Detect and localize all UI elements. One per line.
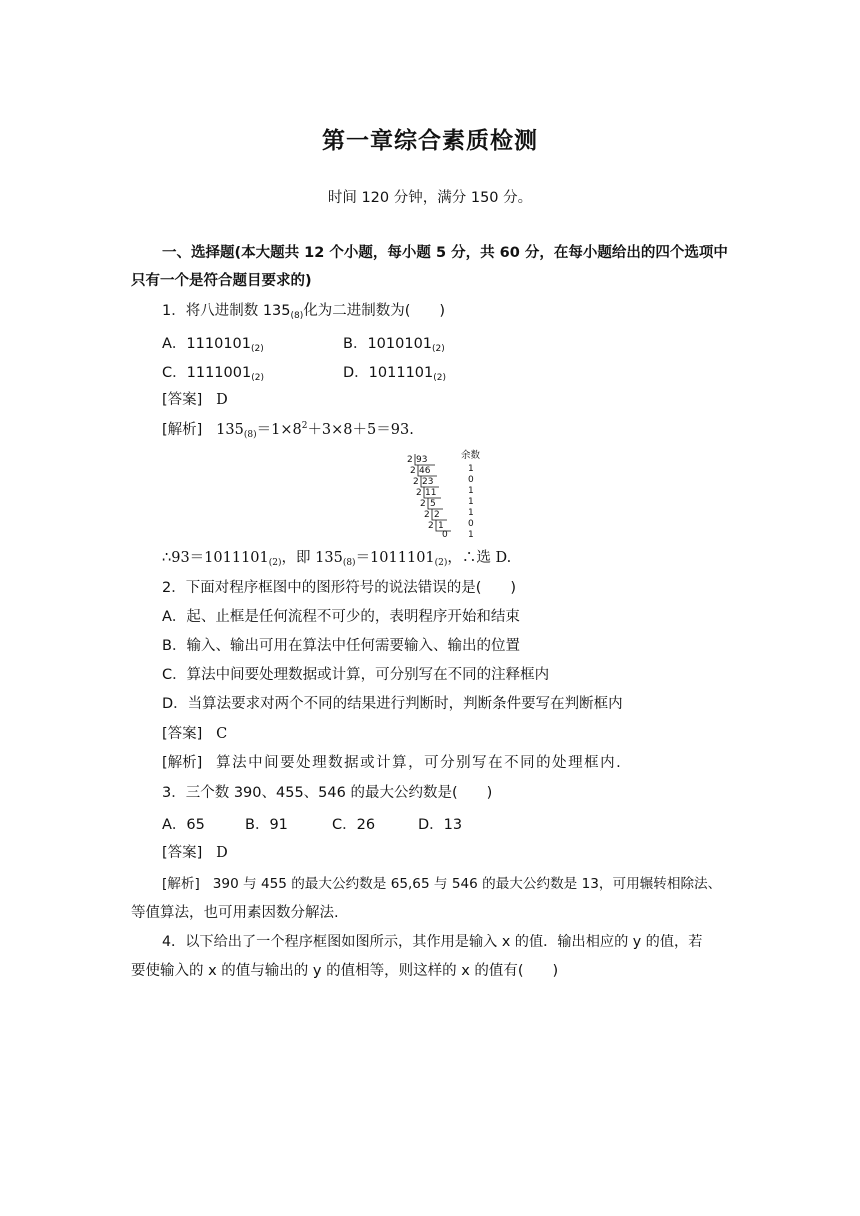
dividend: 11 [425,488,437,498]
question-3-stem: 3．三个数 390、455、546 的最大公约数是( ) [162,785,493,801]
q3-analysis-line-2: 等值算法，也可用素因数分解法. [131,905,339,921]
divisor: 2 [410,466,416,476]
q2-option-d: D．当算法要求对两个不同的结果进行判断时，判断条件要写在判断框内 [162,696,623,712]
answer-tag: [答案] [162,845,203,861]
question-4-stem-line-1: 4．以下给出了一个程序框图如图所示，其作用是输入 x 的值．输出相应的 y 的值，若 [162,934,703,950]
q1-analysis: [解析] $135_{(8)}=1\times 8^2+3\times 8+5=93$. [162,421,414,440]
q1-option-b: B．$1010101_{(2)}$ [343,336,445,354]
divisor: 2 [413,477,419,487]
remainder: 1 [468,530,474,538]
question-2-stem: 2．下面对程序框图中的图形符号的说法错误的是( ) [162,580,517,596]
q1-stem-text-2: 化为二进制数为( ) [303,303,446,319]
question-4-stem-line-2: 要使输入的 x 的值与输出的 y 的值相等，则这样的 x 的值有( ) [131,963,559,979]
divisor: 2 [428,521,434,531]
short-division-diagram [395,446,505,538]
analysis-tag: [解析] [162,876,200,892]
divisor: 2 [420,499,426,509]
section-heading-line-2: 只有一个是符合题目要求的) [131,273,312,289]
remainder: 0 [468,475,474,485]
remainder: 1 [468,508,474,518]
q3-answer [162,843,228,863]
q1-answer [162,390,228,410]
dividend: 93 [416,455,428,465]
answer-tag: [答案] [162,392,203,408]
dividend: 1 [438,521,444,531]
question-1-stem [162,301,445,321]
q1-conclusion: $\therefore 93=1011101_{(2)}$，即 $135_{(8)}=1011101_{(2)}$，∴选 D. [162,550,512,568]
divisor: 2 [424,510,430,520]
section-heading-line-1: 一、选择题(本大题共 12 个小题，每小题 5 分，共 60 分，在每小题给出的四个选项中 [162,245,728,261]
dividend: 2 [434,510,440,520]
dividend: 23 [422,477,434,487]
q3-option-a: A．65 [162,817,205,833]
answer-value: D [216,845,228,861]
q2-option-b: B．输入、输出可用在算法中任何需要输入、输出的位置 [162,638,520,654]
q3-analysis-line-1: [解析] 390 与 455 的最大公约数是 65,65 与 546 的最大公约数是 13，可用辗转相除法、 [162,876,722,892]
answer-value: C [216,726,228,742]
dividend: 46 [419,466,431,476]
exam-time-info: 时间 120 分钟，满分 150 分。 [327,190,533,206]
analysis-tag: [解析] [162,755,203,771]
q1-stem-text: 1．将八进制数 135 [162,303,291,319]
divisor: 2 [407,455,413,465]
remainder: 1 [468,486,474,496]
q3-option-c: C．26 [332,817,376,833]
q3-option-b: B．91 [245,817,288,833]
analysis-tag: [解析] [162,422,203,438]
divisor: 2 [416,488,422,498]
page-title: 第一章综合素质检测 [322,128,538,154]
answer-tag: [答案] [162,726,203,742]
q1-option-a: A．$1110101_{(2)}$ [162,336,264,354]
q1-option-d: D．$1011101_{(2)}$ [343,365,446,383]
q1-stem-sub: (8) [290,311,304,321]
dividend: 5 [430,499,436,509]
remainder-header: 余数 [461,450,481,461]
final-quotient: 0 [442,530,448,538]
remainder: 1 [468,464,474,474]
analysis-text: 算法中间要处理数据或计算，可分别写在不同的处理框内. [216,755,623,771]
q3-option-d: D．13 [418,817,463,833]
remainder: 0 [468,519,474,529]
q2-option-a: A．起、止框是任何流程不可少的，表明程序开始和结束 [162,609,520,625]
q2-answer [162,724,227,744]
remainder: 1 [468,497,474,507]
q1-option-c: C．$1111001_{(2)}$ [162,365,264,383]
q2-option-c: C．算法中间要处理数据或计算，可分别写在不同的注释框内 [162,667,550,683]
q2-analysis [162,753,622,773]
answer-value: D [216,392,228,408]
